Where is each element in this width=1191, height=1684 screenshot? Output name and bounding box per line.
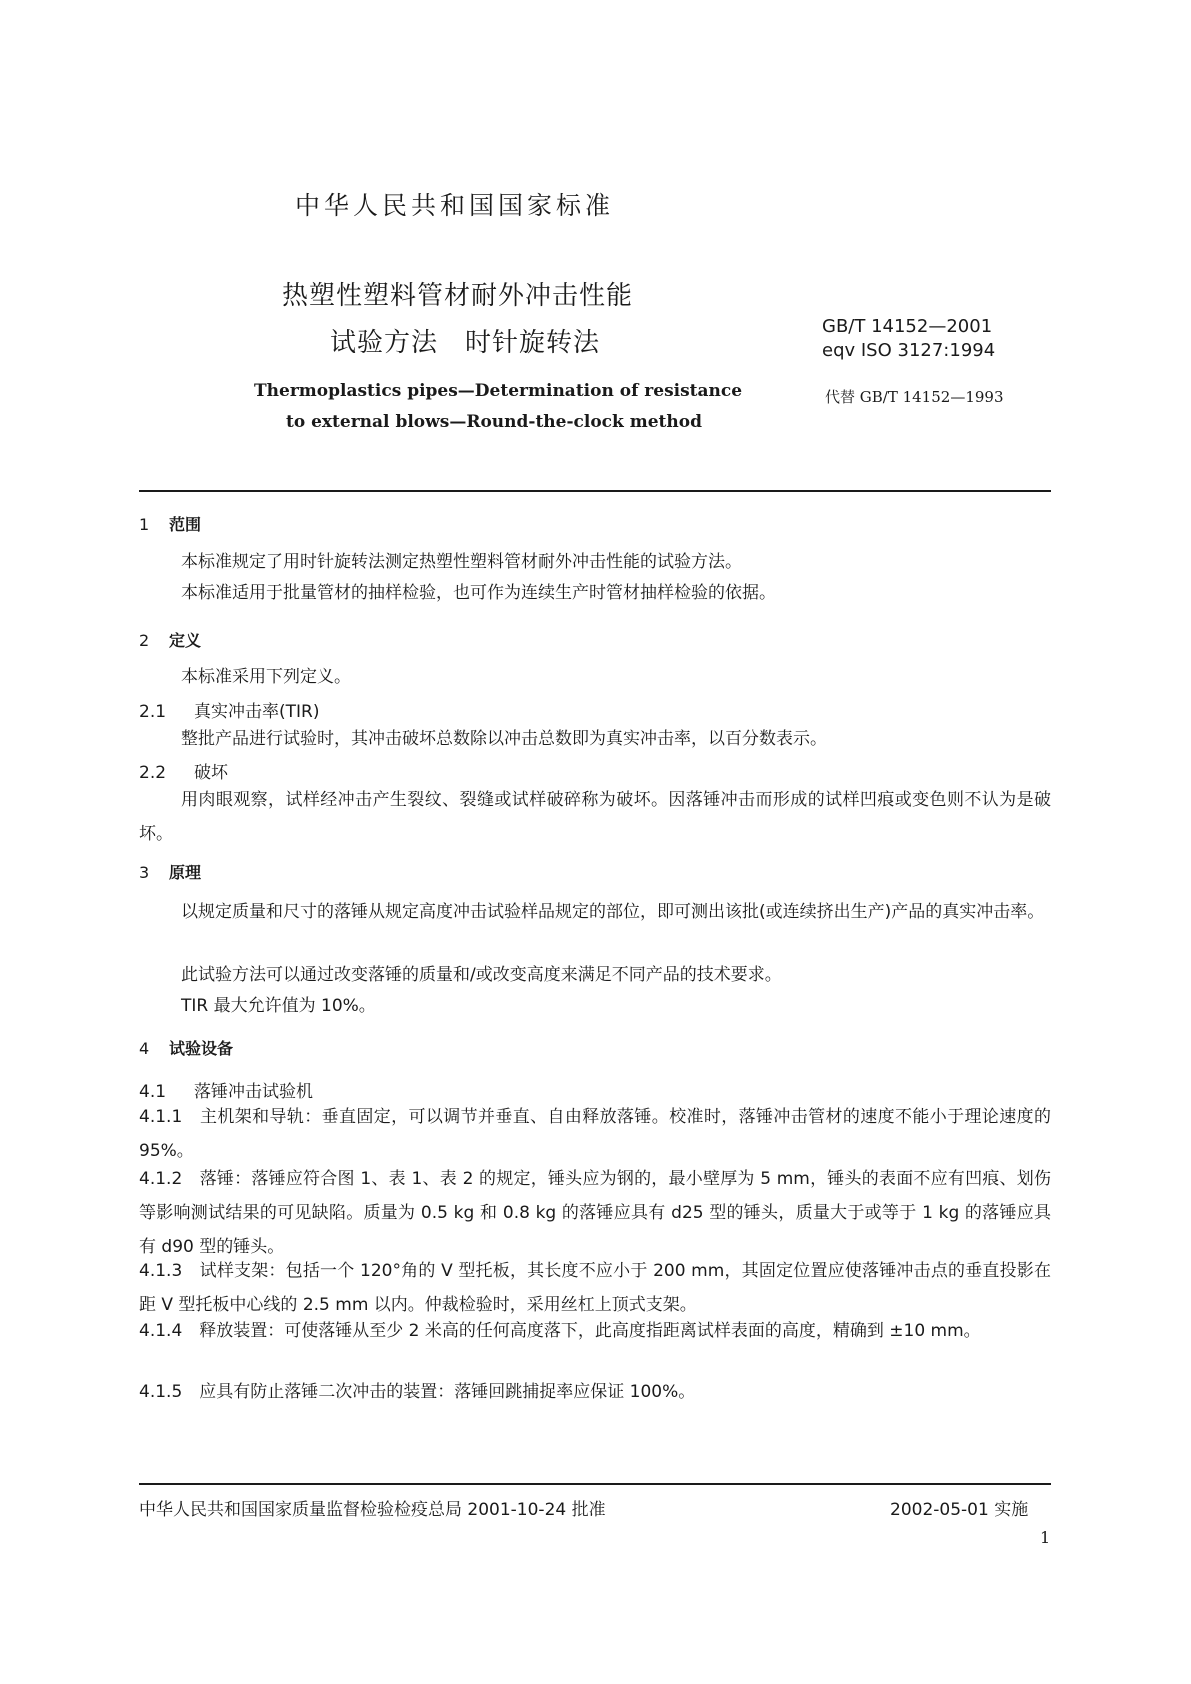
clause-number: 4.1 [139,1082,167,1102]
title-en-line2: to external blows—Round-the-clock method [286,412,702,432]
replaces-standard: 代替 GB/T 14152—1993 [825,388,1004,406]
national-standard-heading: 中华人民共和国国家标准 [295,191,615,220]
section-1-paragraph-2: 本标准适用于批量管材的抽样检验，也可作为连续生产时管材抽样检验的依据。 [181,583,776,603]
title-en-line1: Thermoplastics pipes—Determination of resistance [254,381,743,401]
implementation-date: 2002-05-01 实施 [890,1500,1029,1520]
clause-number: 2.1 [139,702,167,722]
footer-divider [139,1483,1051,1485]
section-title: 原理 [169,863,202,882]
clause-2-1-text: 整批产品进行试验时，其冲击破坏总数除以冲击总数即为真实冲击率，以百分数表示。 [181,729,827,749]
section-3-paragraph-1: 以规定质量和尺寸的落锤从规定高度冲击试验样品规定的部位，即可测出该批(或连续挤出生产)产品的真实冲击率。 [181,902,1045,922]
section-3-paragraph-3: TIR 最大允许值为 10%。 [181,996,376,1016]
section-1-paragraph-1: 本标准规定了用时针旋转法测定热塑性塑料管材耐外冲击性能的试验方法。 [181,552,742,572]
approval-line: 中华人民共和国国家质量监督检验检疫总局 2001-10-24 批准 [139,1500,606,1520]
clause-number: 2.2 [139,763,167,783]
section-number: 1 [139,515,150,534]
title-zh-line2: 试验方法 时针旋转法 [330,328,601,358]
section-3-paragraph-2: 此试验方法可以通过改变落锤的质量和/或改变高度来满足不同产品的技术要求。 [181,965,782,985]
clause-2-2-heading [139,758,228,783]
section-3-heading [139,860,201,883]
section-title: 定义 [169,631,202,650]
header-divider [139,490,1051,492]
clause-4-1-3: 4.1.3 试样支架：包括一个 120°角的 V 型托板，其长度不应小于 200 mm，其固定位置应使落锤冲击点的垂直投影在距 V 型托板中心线的 2.5 mm 以内。仲裁检验时，采用丝杠上顶式支架。 [139,1261,1051,1315]
clause-4-1-heading [139,1077,313,1102]
clause-4-1-2: 4.1.2 落锤：落锤应符合图 1、表 1、表 2 的规定，锤头应为钢的，最小壁厚为 5 mm，锤头的表面不应有凹痕、划伤等影响测试结果的可见缺陷。质量为 0.5 kg 和 0.8 kg 的落锤应具有 d25 型的锤头，质量大于或等于 1 kg 的落锤应具有 d90 型的锤头。 [139,1169,1051,1257]
equivalent-standard: eqv ISO 3127:1994 [822,340,996,361]
clause-title: 真实冲击率(TIR) [194,702,320,722]
clause-4-1-1: 4.1.1 主机架和导轨：垂直固定，可以调节并垂直、自由释放落锤。校准时，落锤冲击管材的速度不能小于理论速度的 95%。 [139,1107,1051,1161]
section-4-heading [139,1036,233,1059]
section-number: 4 [139,1039,150,1058]
section-2-paragraph-1: 本标准采用下列定义。 [181,667,351,687]
section-1-heading [139,512,201,535]
clause-2-1-heading [139,697,319,722]
section-title: 试验设备 [169,1039,234,1058]
clause-title: 破坏 [194,763,228,783]
clause-4-1-5: 4.1.5 应具有防止落锤二次冲击的装置：落锤回跳捕捉率应保证 100%。 [139,1382,696,1402]
clause-title: 落锤冲击试验机 [194,1082,313,1102]
section-number: 2 [139,631,150,650]
section-2-heading [139,628,201,651]
standard-code: GB/T 14152—2001 [822,316,993,337]
clause-4-1-4: 4.1.4 释放装置：可使落锤从至少 2 米高的任何高度落下，此高度指距离试样表面的高度，精确到 ±10 mm。 [139,1321,981,1341]
title-zh-line1: 热塑性塑料管材耐外冲击性能 [282,281,634,311]
section-number: 3 [139,863,150,882]
section-title: 范围 [169,515,202,534]
page-number: 1 [1040,1528,1051,1547]
clause-2-2-text: 用肉眼观察，试样经冲击产生裂纹、裂缝或试样破碎称为破坏。因落锤冲击而形成的试样凹痕或变色则不认为是破坏。 [139,790,1051,844]
